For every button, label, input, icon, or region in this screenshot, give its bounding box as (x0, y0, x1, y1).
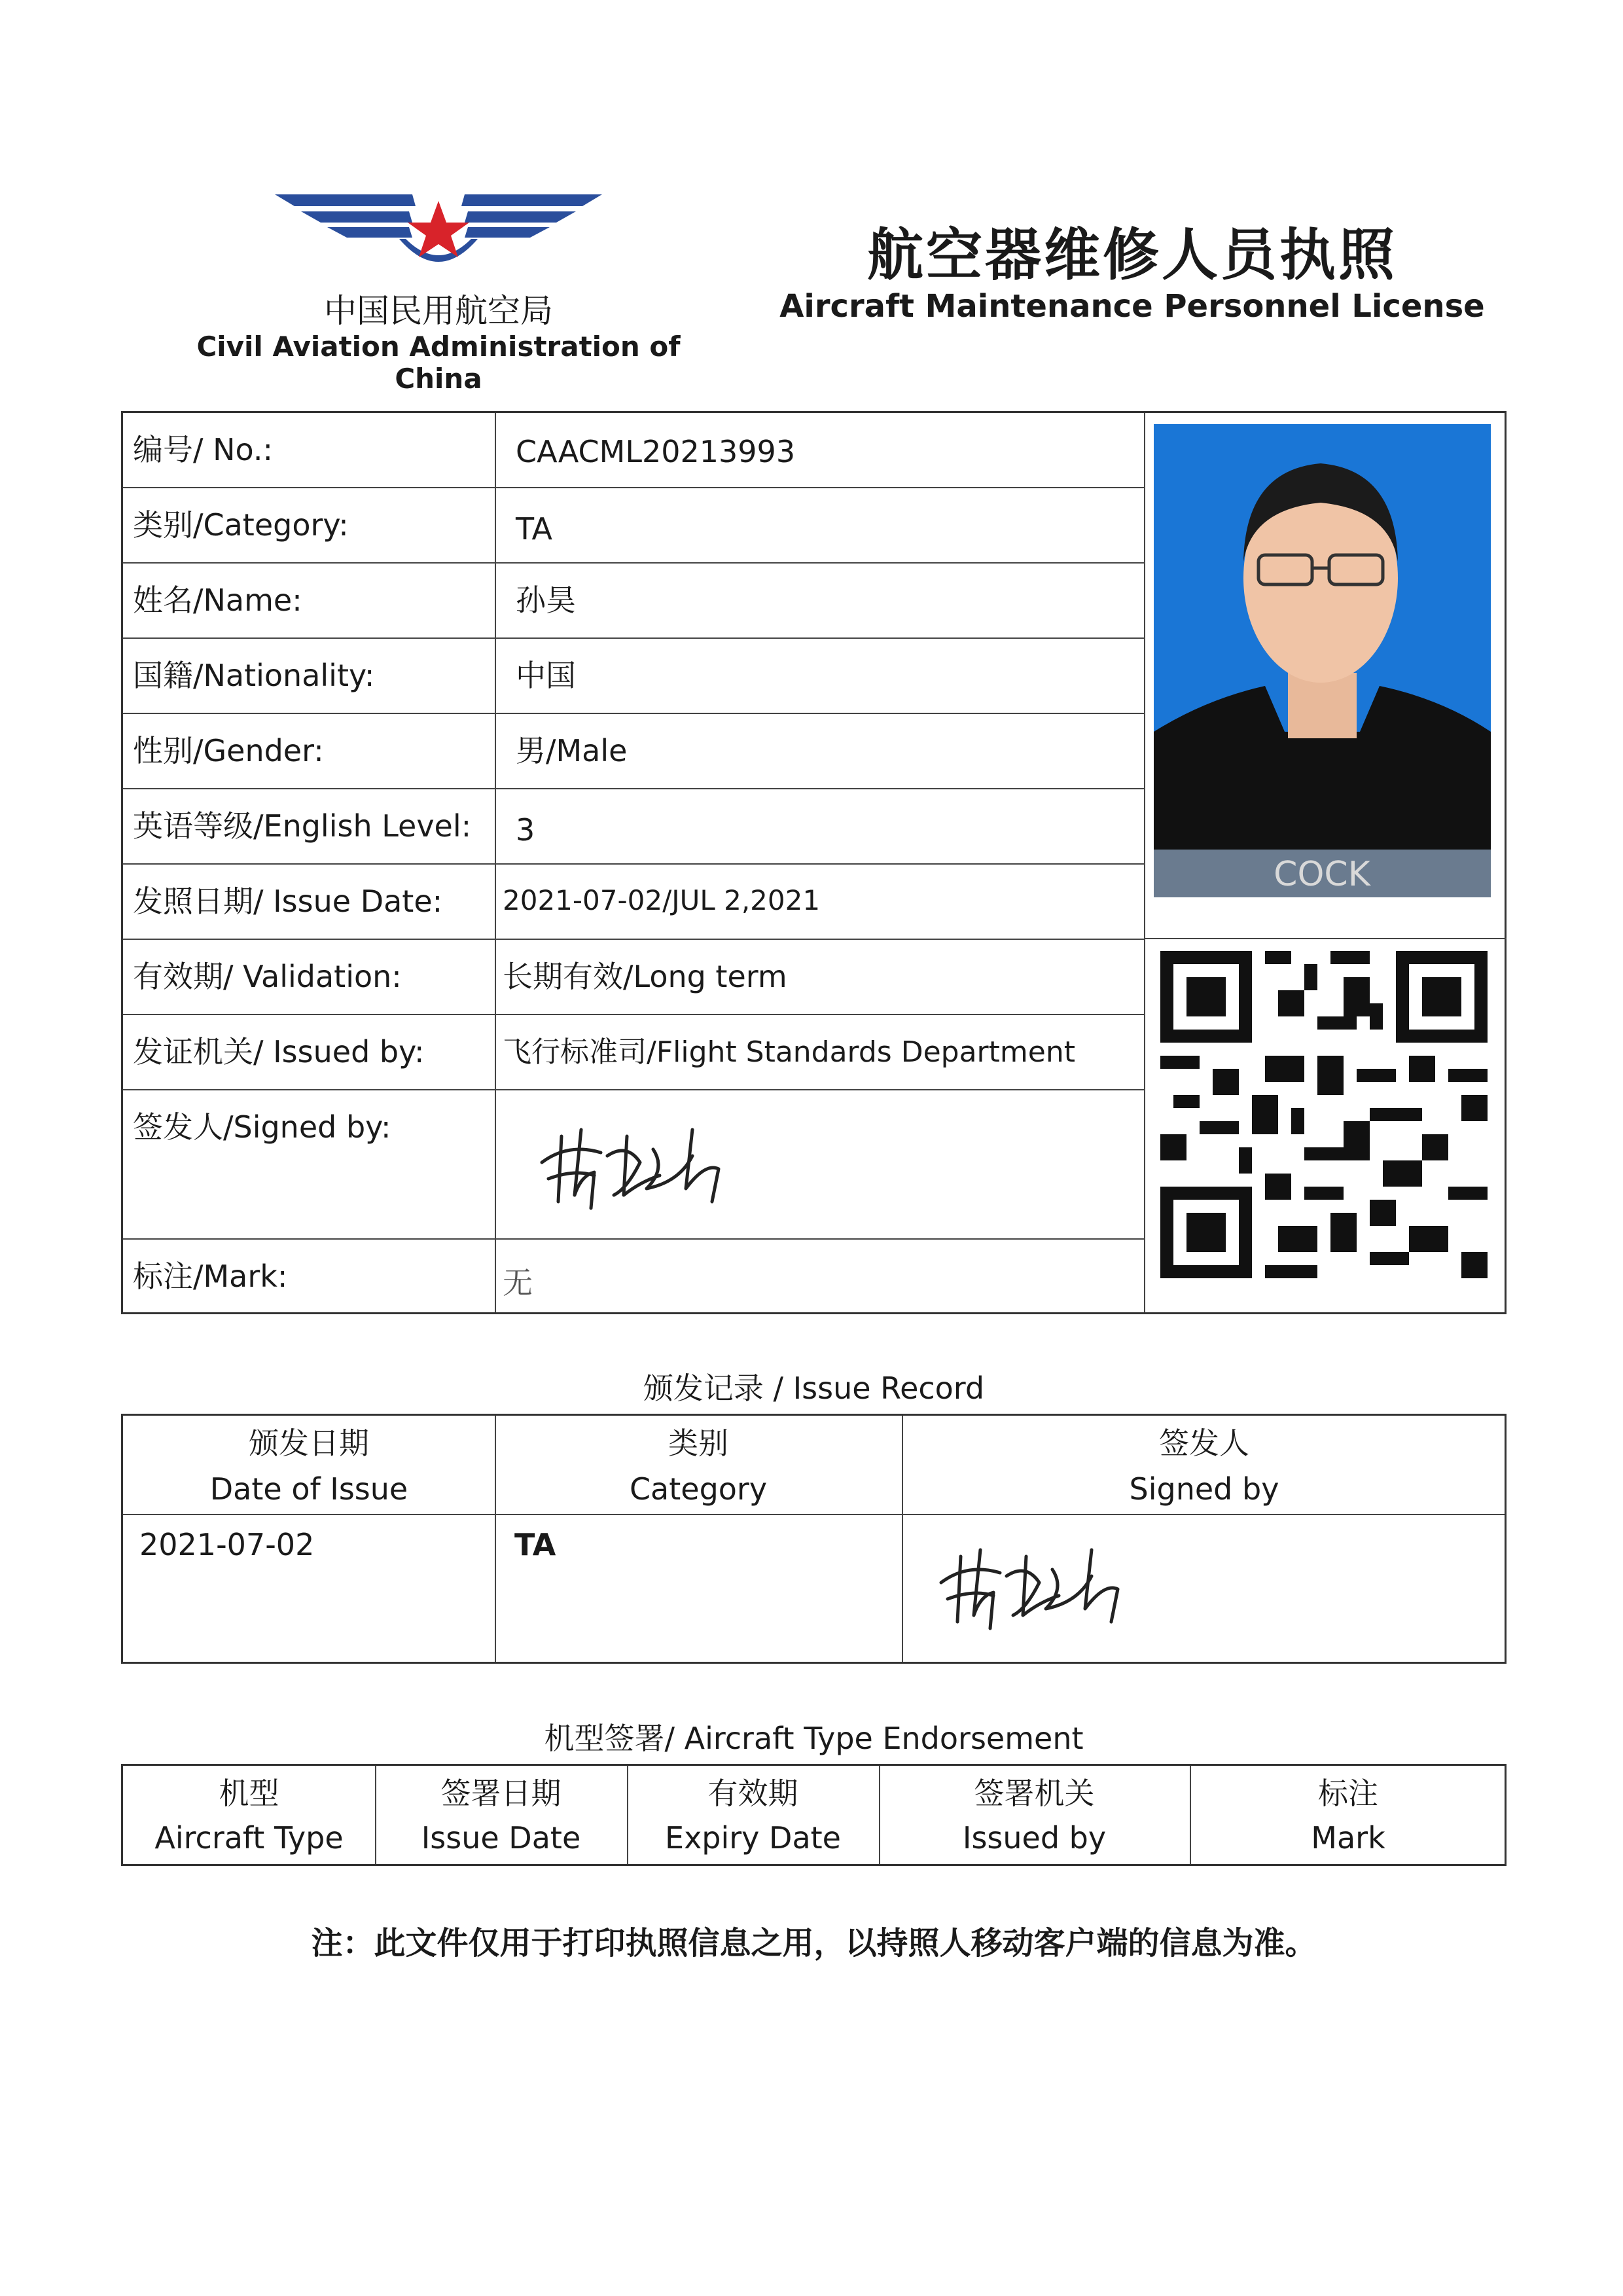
label-category: 类别/Category: (133, 507, 349, 543)
shirt-text: COCK (1274, 855, 1370, 894)
header-signed-by-en: Signed by (1129, 1471, 1279, 1507)
issue-record-table (121, 1414, 1507, 1664)
header-category-en: Category (629, 1471, 768, 1507)
license-info-table (121, 411, 1507, 1314)
issue-record-title: 颁发记录 / Issue Record (643, 1371, 985, 1406)
issue-record-signature (928, 1537, 1144, 1635)
endorsement-title: 机型签署/ Aircraft Type Endorsement (544, 1721, 1084, 1756)
value-english-level: 3 (516, 812, 535, 848)
header-date-of-issue-en: Date of Issue (209, 1471, 408, 1507)
issue-record-category: TA (514, 1527, 556, 1562)
caac-logo (275, 187, 602, 278)
label-gender: 性别/Gender: (133, 733, 324, 768)
value-nationality: 中国 (516, 658, 576, 693)
value-issued-by: 飞行标准司/Flight Standards Department (503, 1035, 1075, 1069)
label-name: 姓名/Name: (133, 583, 302, 618)
org-name-en: Civil Aviation Administration of China (196, 331, 681, 395)
row-issued-by (123, 1015, 1144, 1090)
row-english-level (123, 789, 1144, 865)
row-number (123, 413, 1144, 488)
value-name: 孙昊 (516, 583, 576, 618)
header-expiry-date-en: Expiry Date (665, 1820, 841, 1856)
license-title-en: Aircraft Maintenance Personnel License (779, 288, 1485, 325)
value-gender: 男/Male (516, 733, 628, 768)
header-endorse-issued-by-en: Issued by (962, 1820, 1107, 1856)
qr-code[interactable] (1160, 951, 1488, 1278)
header-endorse-issue-date-cn: 签署日期 (440, 1776, 562, 1811)
row-nationality (123, 639, 1144, 714)
row-name (123, 564, 1144, 639)
header-endorse-issued-by-cn: 签署机关 (974, 1776, 1095, 1811)
header-date-of-issue-cn: 颁发日期 (249, 1426, 369, 1461)
header-expiry-date-cn: 有效期 (707, 1776, 798, 1811)
header-aircraft-type-en: Aircraft Type (154, 1820, 344, 1856)
header-category-cn: 类别 (668, 1426, 728, 1461)
row-validation (123, 940, 1144, 1015)
value-validation: 长期有效/Long term (503, 959, 787, 994)
label-issue-date: 发照日期/ Issue Date: (133, 884, 443, 919)
header-signed-by-cn: 签发人 (1159, 1426, 1249, 1461)
label-number: 编号/ No.: (133, 432, 273, 467)
row-issue-date (123, 865, 1144, 940)
org-name-cn: 中国民用航空局 (324, 292, 553, 330)
value-mark: 无 (503, 1265, 533, 1300)
header-aircraft-type-cn: 机型 (219, 1776, 279, 1811)
header-endorse-mark-en: Mark (1311, 1820, 1385, 1856)
row-gender (123, 714, 1144, 789)
signature-image (529, 1117, 745, 1215)
header-endorse-mark-cn: 标注 (1318, 1776, 1378, 1811)
value-issue-date: 2021-07-02/JUL 2,2021 (503, 884, 821, 916)
row-signed-by (123, 1090, 1144, 1240)
endorsement-table (121, 1764, 1507, 1866)
row-category (123, 488, 1144, 564)
header-endorse-issue-date-en: Issue Date (421, 1820, 581, 1856)
label-validation: 有效期/ Validation: (133, 959, 402, 994)
label-nationality: 国籍/Nationality: (133, 658, 375, 693)
holder-photo (1154, 424, 1491, 897)
label-issued-by: 发证机关/ Issued by: (133, 1034, 425, 1069)
value-number: CAACML20213993 (516, 434, 796, 469)
license-title-cn: 航空器维修人员执照 (867, 222, 1397, 288)
footer-note: 注：此文件仅用于打印执照信息之用，以持照人移动客户端的信息为准。 (311, 1925, 1317, 1962)
row-mark (123, 1240, 1144, 1314)
label-mark: 标注/Mark: (133, 1259, 288, 1294)
label-signed-by: 签发人/Signed by: (133, 1109, 391, 1145)
value-category: TA (516, 511, 552, 547)
issue-record-date: 2021-07-02 (139, 1527, 315, 1562)
label-english-level: 英语等级/English Level: (133, 808, 472, 844)
